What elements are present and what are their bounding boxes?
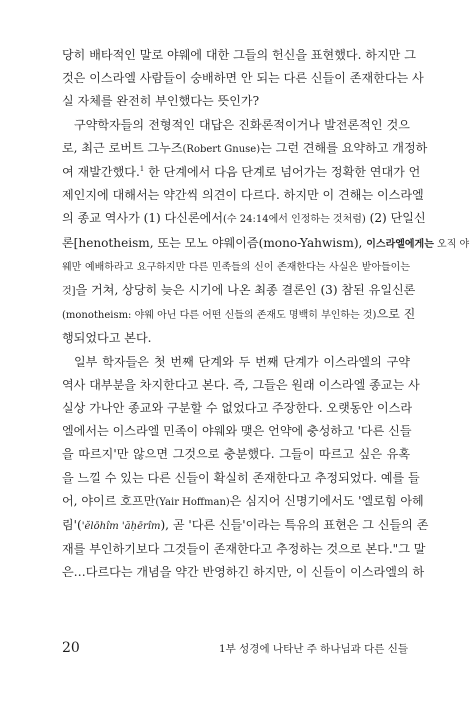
- text-line: 은…다르다는 개념을 약간 반영하긴 하지만, 이 신들이 이스라엘의 하: [62, 565, 425, 580]
- text-line: 의 종교 역사가 (1) 다신론에서(수 24:14에서 인정하는 것처럼) (2) 단일신: [62, 211, 426, 226]
- text-line: 재를 부인하기보다 그것들이 존재한다고 추정하는 것으로 본다."그 말: [62, 542, 426, 557]
- page-number: 20: [62, 640, 80, 656]
- body-text: [62, 44, 470, 585]
- text-line: 여 재발간했다.$^1$ 한 단계에서 다음 단계로 넘어가는 정확한 연대가 언: [62, 164, 421, 180]
- text-line: 실 자체를 완전히 부인했다는 뜻인가?: [62, 94, 260, 109]
- text-line: 엘에서는 이스라엘 민족이 야웨와 맺은 언약에 충성하고 '다른 신들: [62, 424, 412, 439]
- running-head: 1부 성경에 나타난 주 하나님과 다른 신들: [219, 643, 408, 655]
- text-line: (monotheism: 야웨 아닌 다른 어떤 신들의 존재도 명백히 부인하는 것)으로 진: [62, 307, 416, 322]
- text-line: 론[henotheism, 또는 모노 야웨이즘(mono-Yahwism), 이스라엘에게는 오직 야: [62, 235, 470, 250]
- text-line: 을 따르지'만 않으면 그것으로 충분했다. 그들이 따르고 싶은 유혹: [62, 447, 410, 462]
- text-line: 림'('ĕlōhîm 'ăḥērîm), 곧 '다른 신들'이라는 특유의 표현은 그 신들의 존: [62, 518, 429, 533]
- text-line: 행되었다고 본다.: [62, 331, 152, 346]
- text-line: 어, 야이르 호프만(Yair Hoffman)은 심지어 신명기에서도 '엘로힘 아헤: [62, 493, 424, 508]
- text-line: 로, 최근 로버트 그누즈(Robert Gnuse)는 그런 견해를 요약하고 개정하: [62, 140, 428, 155]
- text-line: 것은 이스라엘 사람들이 숭배하면 안 되는 다른 신들이 존재한다는 사: [62, 71, 424, 86]
- text-line: 실상 가나안 종교와 구분할 수 없었다고 주장한다. 오랫동안 이스라: [62, 401, 413, 416]
- text-line: 을 느낄 수 있는 다른 신들이 확실히 존재한다고 추정되었다. 예를 들: [62, 470, 420, 485]
- text-line: 것]을 거쳐, 상당히 늦은 시기에 나온 최종 결론인 (3) 참된 유일신론: [62, 283, 416, 298]
- text-line: 역사 대부분을 차지한다고 본다. 즉, 그들은 원래 이스라엘 종교는 사: [62, 377, 420, 392]
- page-footer: [62, 640, 408, 656]
- footnote-marker: 1: [139, 164, 145, 173]
- text-line: 제인지에 대해서는 약간씩 의견이 다르다. 하지만 이 견해는 이스라엘: [62, 188, 424, 203]
- text-line: 당히 배타적인 말로 야웨에 대한 그들의 헌신을 표현했다. 하지만 그: [62, 48, 416, 62]
- text-line: 일부 학자들은 첫 번째 단계와 두 번째 단계가 이스라엘의 구약: [74, 354, 410, 369]
- text-line: 웨만 예배하라고 요구하지만 다른 민족들의 신이 존재한다는 사실은 받아들이는: [62, 261, 410, 273]
- text-line: 구약학자들의 전형적인 대답은 진화론적이거나 발전론적인 것으: [74, 117, 410, 132]
